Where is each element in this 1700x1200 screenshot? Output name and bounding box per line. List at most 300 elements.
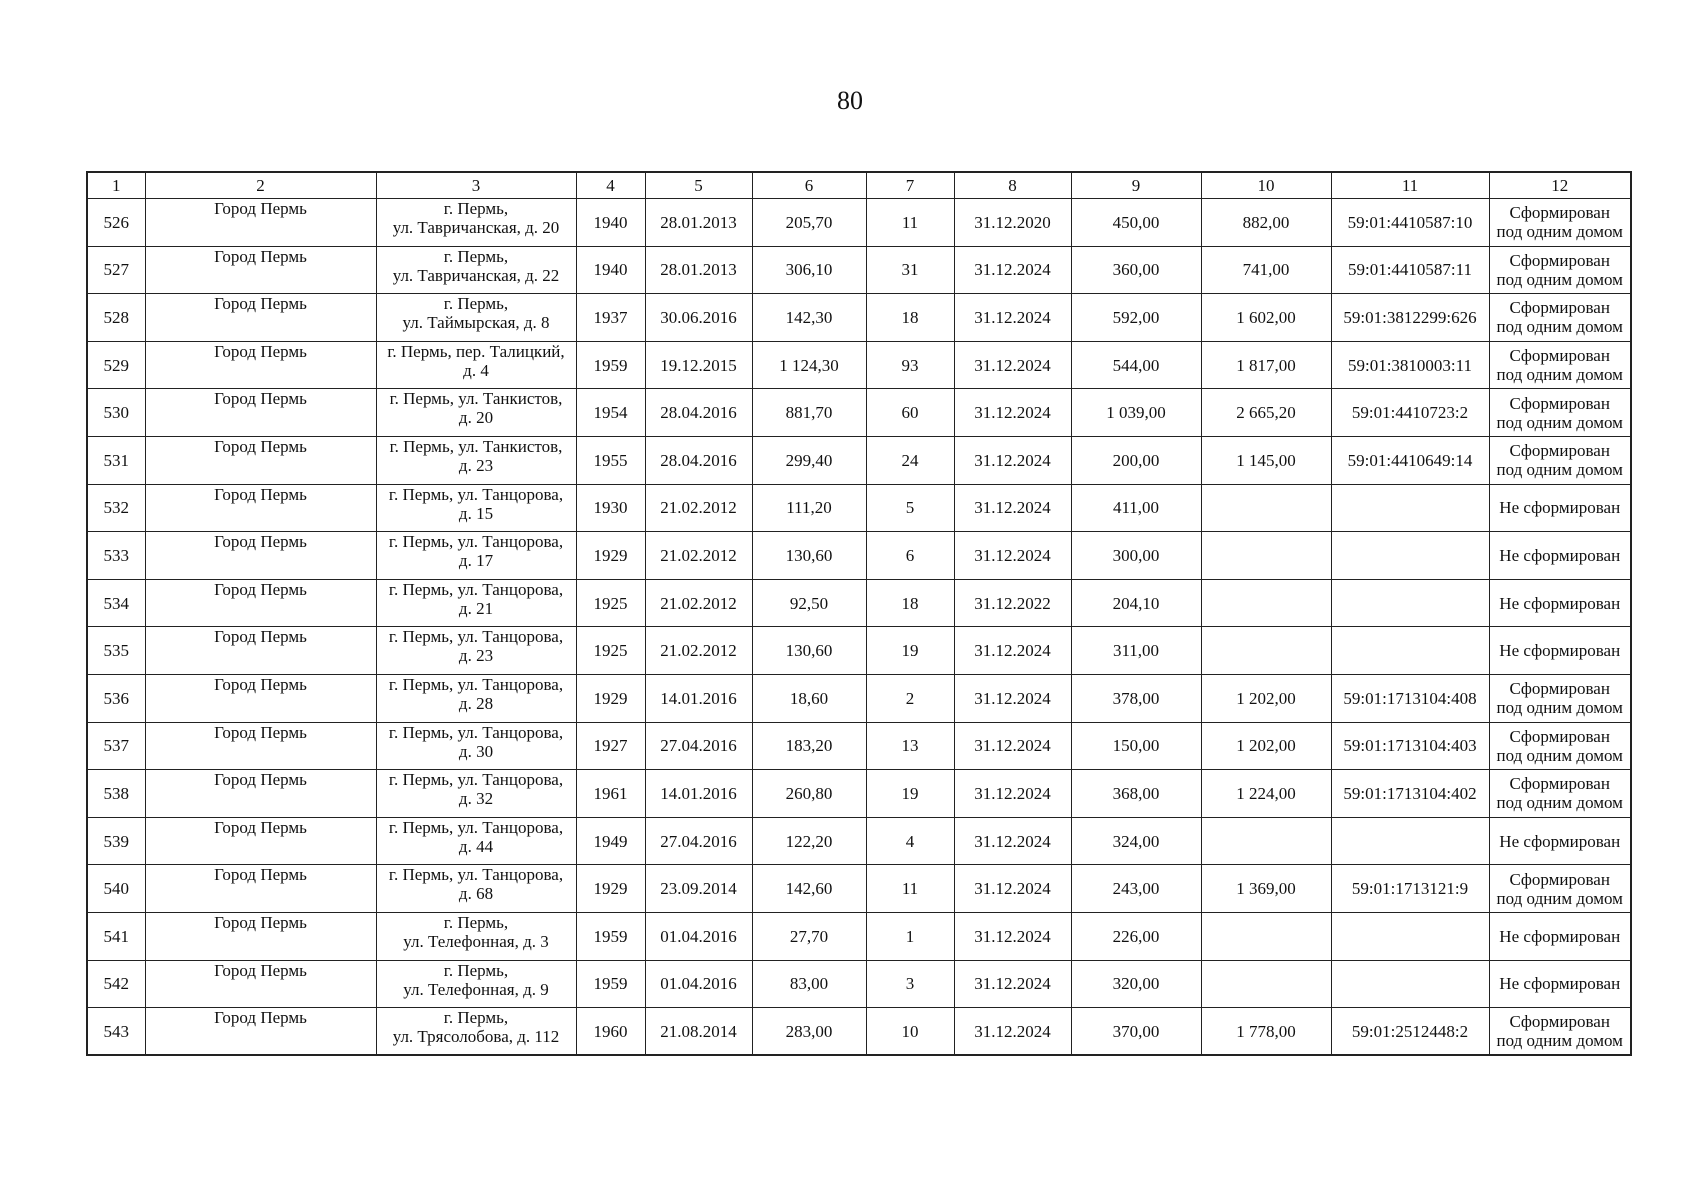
address-line-2: д. 44 [458,836,494,856]
municipality-cell: Город Пермь [145,722,376,770]
resettlement-deadline-cell: 31.12.2024 [954,960,1071,1008]
land-status-line-1: Не сформирован [1499,545,1621,565]
address-cell [376,579,576,627]
address-line-1: г. Пермь, [443,960,509,980]
living-area-cell: 299,40 [752,436,866,484]
address-cell [376,770,576,818]
value-col-10-cell [1201,817,1331,865]
resettlement-deadline-cell: 31.12.2024 [954,865,1071,913]
land-status-cell [1489,865,1631,913]
cadastral-number-cell: 59:01:2512448:2 [1331,1008,1489,1056]
address-line-2: ул. Телефонная, д. 9 [403,979,549,999]
municipality-cell: Город Пермь [145,579,376,627]
address-line-2: ул. Тавричанская, д. 20 [392,218,560,237]
value-col-9-cell: 243,00 [1071,865,1201,913]
recognition-date-cell: 23.09.2014 [645,865,752,913]
resettlement-deadline-cell: 31.12.2024 [954,912,1071,960]
address-cell [376,960,576,1008]
column-header-9: 9 [1071,172,1201,199]
recognition-date-cell: 28.04.2016 [645,436,752,484]
address-line-1: г. Пермь, [443,246,509,266]
year-built-cell: 1960 [576,1008,645,1056]
column-header-10: 10 [1201,172,1331,199]
land-status-cell [1489,484,1631,532]
year-built-cell: 1925 [576,627,645,675]
municipality-cell: Город Пермь [145,389,376,437]
value-col-9-cell: 320,00 [1071,960,1201,1008]
resettlement-deadline-cell: 31.12.2024 [954,817,1071,865]
value-col-9-cell: 204,10 [1071,579,1201,627]
resettlement-deadline-cell: 31.12.2024 [954,341,1071,389]
cadastral-number-cell [1331,960,1489,1008]
cadastral-number-cell [1331,579,1489,627]
address-cell [376,1008,576,1056]
address-line-1: г. Пермь, пер. Талицкий, [387,341,565,361]
year-built-cell: 1949 [576,817,645,865]
land-status-line-1: Сформирован [1509,679,1610,699]
table-row [87,436,1631,484]
year-built-cell: 1929 [576,532,645,580]
cadastral-number-cell [1331,817,1489,865]
address-line-1: г. Пермь, ул. Танцорова, [388,532,564,552]
resettlement-deadline-cell: 31.12.2024 [954,389,1071,437]
address-line-2: д. 20 [458,408,494,428]
living-area-cell: 881,70 [752,389,866,437]
recognition-date-cell: 19.12.2015 [645,341,752,389]
year-built-cell: 1929 [576,674,645,722]
year-built-cell: 1954 [576,389,645,437]
table-row [87,627,1631,675]
row-number-cell: 532 [87,484,145,532]
residents-count-cell: 11 [866,865,954,913]
year-built-cell: 1940 [576,199,645,247]
resettlement-deadline-cell: 31.12.2020 [954,199,1071,247]
address-cell [376,912,576,960]
cadastral-number-cell: 59:01:4410723:2 [1331,389,1489,437]
value-col-10-cell: 1 778,00 [1201,1008,1331,1056]
value-col-10-cell [1201,532,1331,580]
value-col-9-cell: 360,00 [1071,246,1201,294]
address-cell [376,627,576,675]
value-col-10-cell [1201,960,1331,1008]
land-status-line-1: Сформирован [1509,203,1610,223]
row-number-cell: 533 [87,532,145,580]
value-col-9-cell: 200,00 [1071,436,1201,484]
cadastral-number-cell: 59:01:1713121:9 [1331,865,1489,913]
residents-count-cell: 24 [866,436,954,484]
page-number: 80 [837,86,863,115]
row-number-cell: 542 [87,960,145,1008]
recognition-date-cell: 27.04.2016 [645,817,752,865]
address-line-2: д. 4 [463,360,489,380]
land-status-cell [1489,199,1631,247]
living-area-cell: 183,20 [752,722,866,770]
table-row [87,674,1631,722]
address-line-1: г. Пермь, ул. Танцорова, [388,770,564,790]
address-cell [376,817,576,865]
living-area-cell: 205,70 [752,199,866,247]
living-area-cell: 1 124,30 [752,341,866,389]
table-row [87,960,1631,1008]
value-col-9-cell: 324,00 [1071,817,1201,865]
column-header-5: 5 [645,172,752,199]
value-col-10-cell [1201,579,1331,627]
living-area-cell: 27,70 [752,912,866,960]
table-row [87,912,1631,960]
address-cell [376,532,576,580]
address-line-1: г. Пермь, ул. Танцорова, [388,627,564,647]
living-area-cell: 142,30 [752,294,866,342]
municipality-cell: Город Пермь [145,674,376,722]
column-header-4: 4 [576,172,645,199]
municipality-cell: Город Пермь [145,484,376,532]
address-cell [376,484,576,532]
living-area-cell: 130,60 [752,627,866,675]
land-status-line-2: под одним домом [1496,1031,1623,1051]
land-status-cell [1489,912,1631,960]
row-number-cell: 531 [87,436,145,484]
value-col-9-cell: 544,00 [1071,341,1201,389]
address-line-1: г. Пермь, [443,912,509,932]
table-row [87,865,1631,913]
year-built-cell: 1955 [576,436,645,484]
land-status-line-1: Не сформирован [1499,926,1621,946]
row-number-cell: 536 [87,674,145,722]
land-status-line-1: Сформирован [1509,1012,1610,1032]
row-number-cell: 537 [87,722,145,770]
land-status-line-2: под одним домом [1496,365,1623,385]
value-col-9-cell: 370,00 [1071,1008,1201,1056]
cadastral-number-cell [1331,484,1489,532]
address-line-2: д. 23 [458,646,494,666]
municipality-cell: Город Пермь [145,627,376,675]
municipality-cell: Город Пермь [145,199,376,247]
land-status-line-1: Сформирован [1509,869,1610,889]
address-cell [376,246,576,294]
resettlement-deadline-cell: 31.12.2024 [954,674,1071,722]
value-col-10-cell [1201,912,1331,960]
land-status-cell [1489,817,1631,865]
land-status-line-2: под одним домом [1496,460,1623,480]
land-status-line-1: Не сформирован [1499,641,1621,661]
recognition-date-cell: 14.01.2016 [645,674,752,722]
residents-count-cell: 4 [866,817,954,865]
municipality-cell: Город Пермь [145,912,376,960]
municipality-cell: Город Пермь [145,770,376,818]
land-status-cell [1489,246,1631,294]
resettlement-deadline-cell: 31.12.2024 [954,770,1071,818]
year-built-cell: 1927 [576,722,645,770]
land-status-line-1: Не сформирован [1499,974,1621,994]
address-line-2: д. 23 [458,455,494,475]
cadastral-number-cell: 59:01:1713104:402 [1331,770,1489,818]
value-col-10-cell: 1 817,00 [1201,341,1331,389]
row-number-cell: 539 [87,817,145,865]
residents-count-cell: 2 [866,674,954,722]
value-col-9-cell: 226,00 [1071,912,1201,960]
living-area-cell: 130,60 [752,532,866,580]
resettlement-deadline-cell: 31.12.2024 [954,1008,1071,1056]
municipality-cell: Город Пермь [145,960,376,1008]
residents-count-cell: 18 [866,294,954,342]
land-status-cell [1489,1008,1631,1056]
land-status-line-1: Сформирован [1509,726,1610,746]
cadastral-number-cell [1331,627,1489,675]
living-area-cell: 83,00 [752,960,866,1008]
living-area-cell: 142,60 [752,865,866,913]
residents-count-cell: 31 [866,246,954,294]
table-row [87,199,1631,247]
residents-count-cell: 1 [866,912,954,960]
table-row [87,579,1631,627]
cadastral-number-cell: 59:01:3810003:11 [1331,341,1489,389]
address-line-1: г. Пермь, ул. Танцорова, [388,722,564,742]
cadastral-number-cell: 59:01:1713104:403 [1331,722,1489,770]
table-row [87,722,1631,770]
residents-count-cell: 19 [866,627,954,675]
resettlement-deadline-cell: 31.12.2024 [954,627,1071,675]
land-status-line-1: Сформирован [1509,250,1610,270]
municipality-cell: Город Пермь [145,294,376,342]
municipality-cell: Город Пермь [145,436,376,484]
address-cell [376,865,576,913]
land-status-cell [1489,579,1631,627]
residents-count-cell: 3 [866,960,954,1008]
land-status-cell [1489,436,1631,484]
land-status-cell [1489,627,1631,675]
land-status-cell [1489,294,1631,342]
column-header-2: 2 [145,172,376,199]
resettlement-deadline-cell: 31.12.2024 [954,436,1071,484]
recognition-date-cell: 01.04.2016 [645,912,752,960]
land-status-line-1: Сформирован [1509,298,1610,318]
address-line-1: г. Пермь, [443,199,509,218]
year-built-cell: 1940 [576,246,645,294]
land-status-line-2: под одним домом [1496,888,1623,908]
value-col-9-cell: 592,00 [1071,294,1201,342]
residents-count-cell: 18 [866,579,954,627]
value-col-9-cell: 368,00 [1071,770,1201,818]
table-row [87,532,1631,580]
recognition-date-cell: 01.04.2016 [645,960,752,1008]
land-status-line-2: под одним домом [1496,745,1623,765]
row-number-cell: 541 [87,912,145,960]
address-line-1: г. Пермь, [443,1008,509,1028]
year-built-cell: 1929 [576,865,645,913]
land-status-cell [1489,341,1631,389]
address-line-1: г. Пермь, ул. Танцорова, [388,817,564,837]
residents-count-cell: 6 [866,532,954,580]
address-line-2: д. 21 [458,598,494,618]
table-row [87,484,1631,532]
recognition-date-cell: 21.02.2012 [645,484,752,532]
value-col-10-cell [1201,627,1331,675]
year-built-cell: 1959 [576,341,645,389]
value-col-10-cell: 1 369,00 [1201,865,1331,913]
resettlement-deadline-cell: 31.12.2024 [954,484,1071,532]
address-line-1: г. Пермь, ул. Танцорова, [388,484,564,504]
address-line-1: г. Пермь, ул. Танцорова, [388,674,564,694]
living-area-cell: 92,50 [752,579,866,627]
row-number-cell: 535 [87,627,145,675]
value-col-10-cell: 1 202,00 [1201,722,1331,770]
residents-count-cell: 5 [866,484,954,532]
table-row [87,294,1631,342]
cadastral-number-cell: 59:01:1713104:408 [1331,674,1489,722]
year-built-cell: 1959 [576,912,645,960]
address-cell [376,722,576,770]
address-line-1: г. Пермь, ул. Танкистов, [389,436,563,456]
recognition-date-cell: 30.06.2016 [645,294,752,342]
recognition-date-cell: 27.04.2016 [645,722,752,770]
address-line-2: ул. Таймырская, д. 8 [402,313,550,333]
residents-count-cell: 93 [866,341,954,389]
address-cell [376,674,576,722]
address-line-2: д. 30 [458,741,494,761]
value-col-10-cell: 2 665,20 [1201,389,1331,437]
land-status-line-2: под одним домом [1496,269,1623,289]
value-col-10-cell: 741,00 [1201,246,1331,294]
table-header [87,172,1631,199]
recognition-date-cell: 21.02.2012 [645,579,752,627]
residents-count-cell: 19 [866,770,954,818]
column-header-12: 12 [1489,172,1631,199]
address-line-2: ул. Тавричанская, д. 22 [392,265,560,285]
address-line-2: ул. Телефонная, д. 3 [403,931,549,951]
column-header-3: 3 [376,172,576,199]
value-col-9-cell: 1 039,00 [1071,389,1201,437]
land-status-line-1: Не сформирован [1499,593,1621,613]
row-number-cell: 538 [87,770,145,818]
row-number-cell: 530 [87,389,145,437]
municipality-cell: Город Пермь [145,341,376,389]
land-status-line-2: под одним домом [1496,317,1623,337]
recognition-date-cell: 21.02.2012 [645,627,752,675]
value-col-9-cell: 300,00 [1071,532,1201,580]
address-line-1: г. Пермь, ул. Танцорова, [388,865,564,885]
column-header-1: 1 [87,172,145,199]
municipality-cell: Город Пермь [145,532,376,580]
value-col-10-cell: 1 602,00 [1201,294,1331,342]
land-status-line-1: Сформирован [1509,346,1610,366]
table-row [87,389,1631,437]
row-number-cell: 543 [87,1008,145,1056]
living-area-cell: 306,10 [752,246,866,294]
land-status-cell [1489,960,1631,1008]
municipality-cell: Город Пермь [145,1008,376,1056]
value-col-9-cell: 378,00 [1071,674,1201,722]
municipality-cell: Город Пермь [145,865,376,913]
cadastral-number-cell [1331,912,1489,960]
table-body [87,199,1631,1056]
value-col-9-cell: 311,00 [1071,627,1201,675]
resettlement-deadline-cell: 31.12.2022 [954,579,1071,627]
year-built-cell: 1959 [576,960,645,1008]
value-col-10-cell: 1 224,00 [1201,770,1331,818]
recognition-date-cell: 28.01.2013 [645,246,752,294]
row-number-cell: 534 [87,579,145,627]
land-status-cell [1489,674,1631,722]
resettlement-deadline-cell: 31.12.2024 [954,294,1071,342]
column-header-8: 8 [954,172,1071,199]
resettlement-deadline-cell: 31.12.2024 [954,246,1071,294]
land-status-cell [1489,770,1631,818]
column-header-11: 11 [1331,172,1489,199]
address-line-2: д. 32 [458,789,494,809]
address-cell [376,341,576,389]
recognition-date-cell: 21.02.2012 [645,532,752,580]
row-number-cell: 528 [87,294,145,342]
header-row [87,172,1631,199]
address-line-2: д. 68 [458,884,494,904]
address-cell [376,199,576,247]
living-area-cell: 18,60 [752,674,866,722]
residents-count-cell: 60 [866,389,954,437]
value-col-9-cell: 411,00 [1071,484,1201,532]
cadastral-number-cell: 59:01:3812299:626 [1331,294,1489,342]
housing-registry-table [86,171,1632,1056]
value-col-10-cell: 882,00 [1201,199,1331,247]
land-status-line-1: Сформирован [1509,393,1610,413]
living-area-cell: 122,20 [752,817,866,865]
land-status-cell [1489,532,1631,580]
table-row [87,341,1631,389]
row-number-cell: 526 [87,199,145,247]
address-line-1: г. Пермь, ул. Танцорова, [388,579,564,599]
cadastral-number-cell: 59:01:4410587:10 [1331,199,1489,247]
recognition-date-cell: 21.08.2014 [645,1008,752,1056]
value-col-9-cell: 150,00 [1071,722,1201,770]
column-header-6: 6 [752,172,866,199]
living-area-cell: 111,20 [752,484,866,532]
row-number-cell: 529 [87,341,145,389]
land-status-line-1: Сформирован [1509,774,1610,794]
recognition-date-cell: 28.01.2013 [645,199,752,247]
residents-count-cell: 13 [866,722,954,770]
column-header-7: 7 [866,172,954,199]
table-row [87,817,1631,865]
land-status-line-2: под одним домом [1496,412,1623,432]
address-cell [376,436,576,484]
resettlement-deadline-cell: 31.12.2024 [954,532,1071,580]
address-line-1: г. Пермь, [443,294,509,314]
residents-count-cell: 10 [866,1008,954,1056]
land-status-line-2: под одним домом [1496,698,1623,718]
year-built-cell: 1930 [576,484,645,532]
recognition-date-cell: 14.01.2016 [645,770,752,818]
address-cell [376,389,576,437]
address-line-2: д. 17 [458,551,494,571]
resettlement-deadline-cell: 31.12.2024 [954,722,1071,770]
table-row [87,1008,1631,1056]
row-number-cell: 540 [87,865,145,913]
value-col-10-cell [1201,484,1331,532]
cadastral-number-cell: 59:01:4410649:14 [1331,436,1489,484]
address-cell [376,294,576,342]
land-status-line-2: под одним домом [1496,222,1623,242]
value-col-10-cell: 1 145,00 [1201,436,1331,484]
municipality-cell: Город Пермь [145,817,376,865]
year-built-cell: 1937 [576,294,645,342]
address-line-2: д. 15 [458,503,494,523]
living-area-cell: 283,00 [752,1008,866,1056]
table-row [87,246,1631,294]
address-line-2: д. 28 [458,693,494,713]
cadastral-number-cell [1331,532,1489,580]
recognition-date-cell: 28.04.2016 [645,389,752,437]
row-number-cell: 527 [87,246,145,294]
year-built-cell: 1961 [576,770,645,818]
